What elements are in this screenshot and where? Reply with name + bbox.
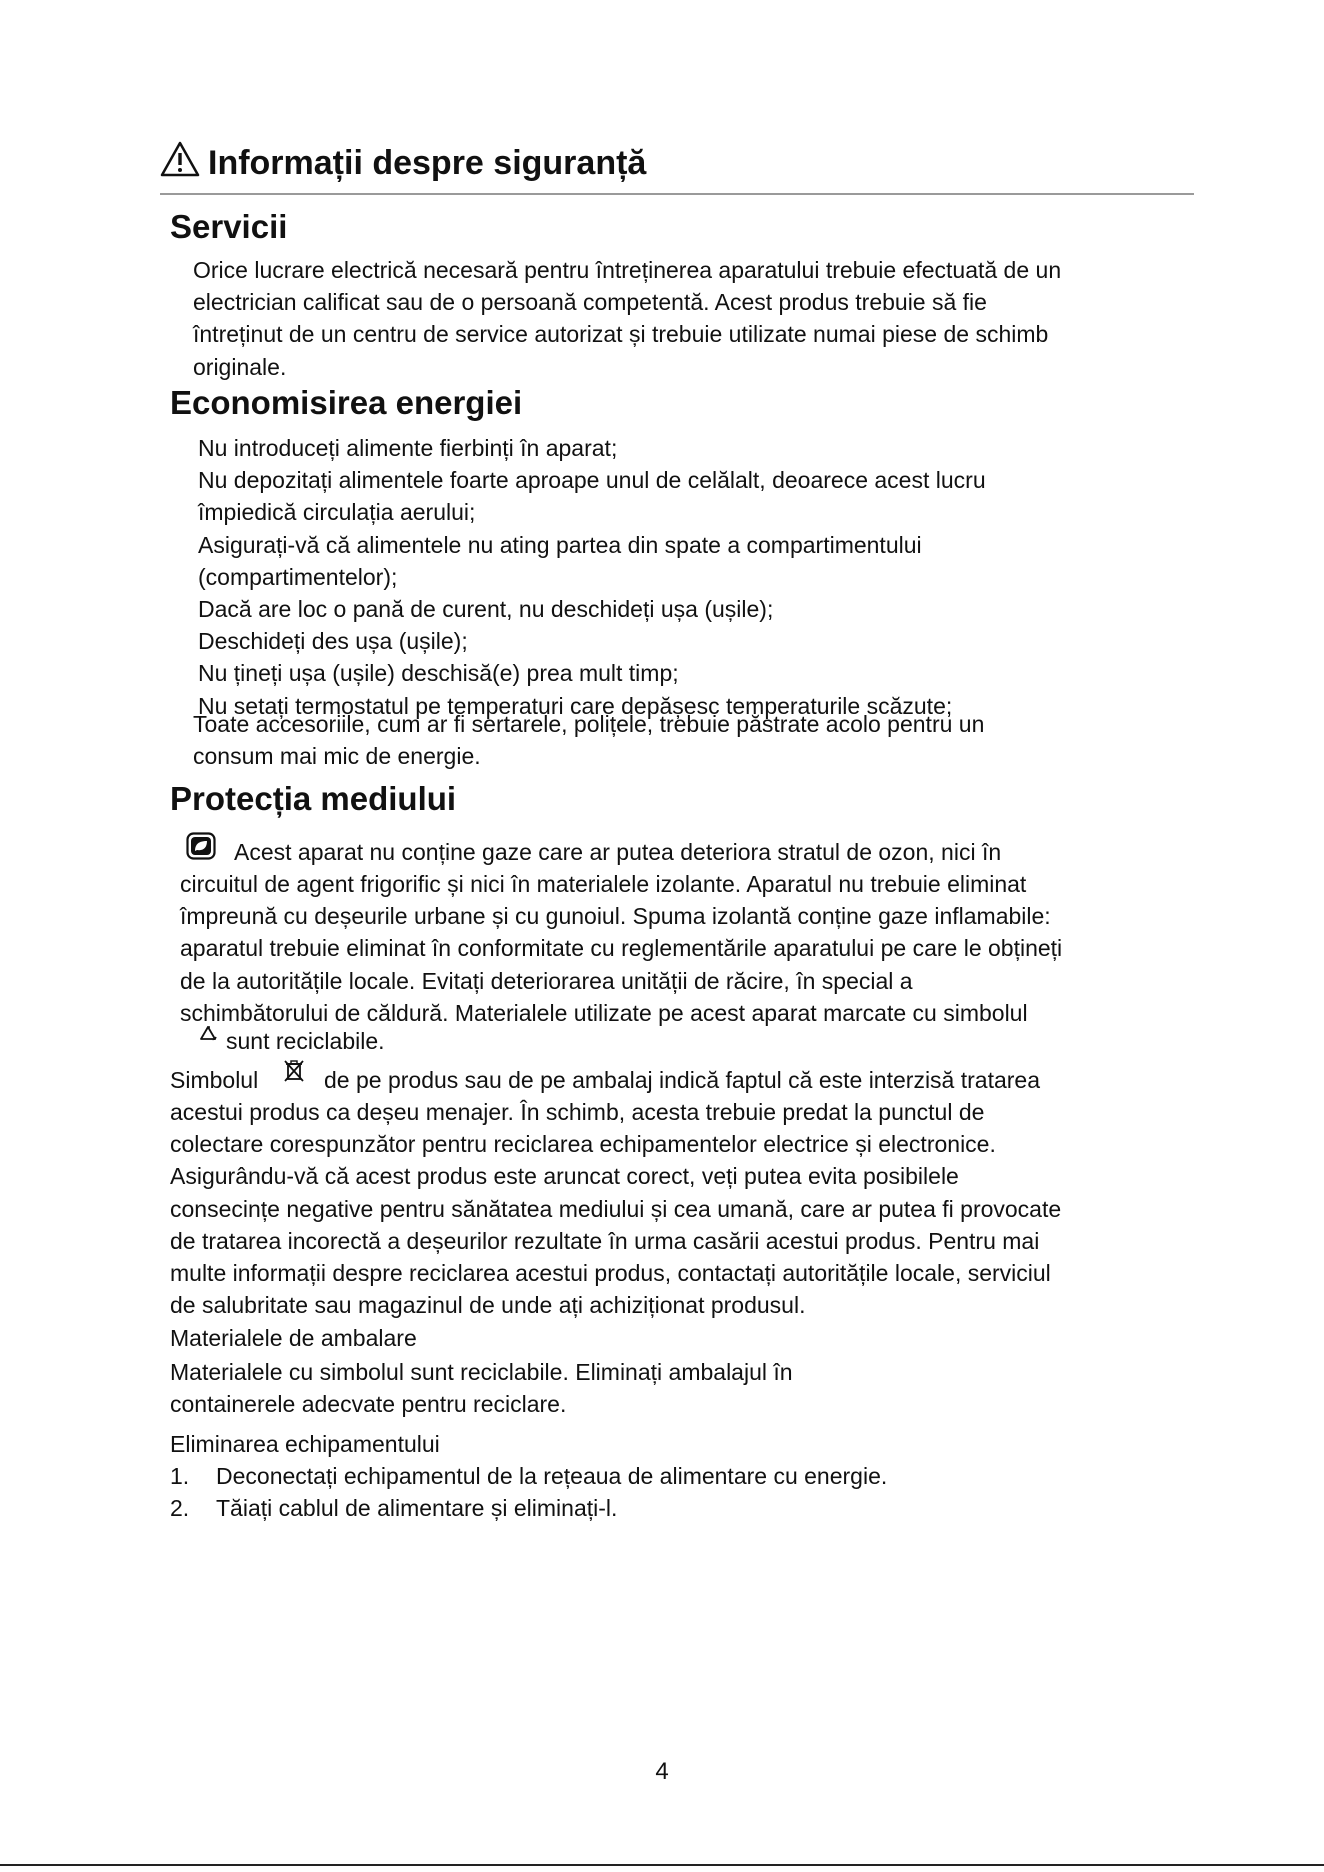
- page-title-text: Informații despre siguranță: [208, 144, 647, 182]
- mediu-line-1: Acest aparat nu conține gaze care ar putea deteriora stratul de ozon, nici în: [234, 839, 1002, 865]
- text-line: Materialele cu simbolul sunt reciclabile. Eliminați ambalajul în: [170, 1359, 793, 1385]
- text-line: Asigurându-vă că acest produs este aruncat corect, veți putea evita posibilele: [170, 1163, 959, 1190]
- list-item-text: Tăiați cablul de alimentare și eliminați-l.: [216, 1495, 618, 1522]
- list-item-number: 1.: [170, 1463, 190, 1489]
- weee-paragraph: [170, 1096, 1061, 1321]
- text-line: aparatul trebuie eliminat în conformitate cu reglementările aparatului pe care le obțineți: [180, 935, 1063, 962]
- page-number: 4: [655, 1758, 669, 1785]
- section-heading-energie: Economisirea energiei: [170, 384, 523, 421]
- text-line: Orice lucrare electrică necesară pentru întreținerea aparatului trebuie efectuată de un: [193, 257, 1062, 283]
- mediu-paragraph: [180, 868, 1062, 1029]
- text-line: de tratarea incorectă a deșeurilor rezultate în urma casării acestui produs. Pentru mai: [170, 1227, 1040, 1254]
- simbolul-pre: Simbolul: [170, 1067, 259, 1093]
- text-line: împiedică circulația aerului;: [198, 499, 476, 526]
- text-line: de salubritate sau magazinul de unde ați achiziționat produsul.: [170, 1292, 806, 1319]
- text-line: Nu setați termostatul pe temperaturi care depășesc temperaturile scăzute;: [198, 692, 953, 719]
- recycle-text: sunt reciclabile.: [226, 1028, 385, 1054]
- text-line: circuitul de agent frigorific și nici în materialele izolante. Aparatul nu trebuie eliminat: [180, 871, 1027, 897]
- title-divider: [160, 193, 1194, 195]
- text-line: Asigurați-vă că alimentele nu ating partea din spate a compartimentului: [198, 531, 922, 558]
- text-line: Toate accesoriile, cum ar fi sertarele, polițele, trebuie păstrate acolo pentru un: [193, 711, 985, 737]
- text-line: Deschideți des ușa (ușile);: [198, 628, 468, 655]
- text-line: schimbătorului de căldură. Materialele utilizate pe acest aparat marcate cu simbolul: [180, 999, 1028, 1026]
- text-line: întreținut de un centru de service autorizat și trebuie utilizate numai piese de schimb: [193, 321, 1049, 348]
- text-line: împreună cu deșeurile urbane și cu gunoiul. Spuma izolantă conține gaze inflamabile:: [180, 903, 1051, 930]
- text-line: multe informații despre reciclarea acestui produs, contactați autoritățile locale, serviciul: [170, 1260, 1051, 1287]
- bottom-divider: [0, 1864, 1324, 1866]
- ambalare-paragraph: [170, 1356, 793, 1420]
- list-item: [170, 1460, 887, 1492]
- text-line: acestui produs ca deșeu menajer. În schimb, acesta trebuie predat la punctul de: [170, 1099, 985, 1125]
- text-line: Nu introduceți alimente fierbinți în aparat;: [198, 435, 618, 461]
- text-line: Nu depozitați alimentele foarte aproape unul de celălalt, deoarece acest lucru: [198, 467, 986, 494]
- text-line: electrician calificat sau de o persoană competentă. Acest produs trebuie să fie: [193, 289, 987, 316]
- text-line: Dacă are loc o pană de curent, nu deschideți ușa (ușile);: [198, 596, 774, 623]
- eco-gas-icon: [186, 832, 216, 865]
- energie-list: [198, 432, 986, 722]
- list-item-number: 2.: [170, 1495, 190, 1522]
- eliminare-list: [170, 1460, 887, 1524]
- text-line: (compartimentelor);: [198, 563, 398, 590]
- text-line: de la autoritățile locale. Evitați deteriorarea unității de răcire, în special a: [180, 967, 913, 994]
- energie-extra-paragraph: [193, 708, 984, 772]
- servicii-paragraph: [193, 254, 1061, 383]
- eliminare-heading: Eliminarea echipamentului: [170, 1431, 440, 1457]
- text-line: Nu țineți ușa (ușile) deschisă(e) prea mult timp;: [198, 660, 679, 687]
- warning-triangle-icon: [160, 140, 200, 187]
- recycle-icon: [197, 1024, 219, 1051]
- text-line: consecințe negative pentru sănătatea mediului și cea umană, care ar putea fi provocate: [170, 1195, 1062, 1222]
- text-line: containerele adecvate pentru reciclare.: [170, 1391, 567, 1418]
- crossed-bin-icon: [282, 1058, 306, 1089]
- section-heading-servicii: Servicii: [170, 208, 288, 245]
- text-line: colectare corespunzător pentru reciclarea echipamentelor electrice și electronice.: [170, 1131, 996, 1158]
- simbolul-post: de pe produs sau de pe ambalaj indică faptul că este interzisă tratarea: [324, 1067, 1040, 1093]
- list-item: [170, 1492, 887, 1524]
- text-line: originale.: [193, 353, 287, 380]
- section-heading-mediu: Protecția mediului: [170, 780, 457, 817]
- ambalare-heading: Materialele de ambalare: [170, 1325, 417, 1351]
- page-title: [160, 140, 646, 187]
- list-item-text: Deconectați echipamentul de la rețeaua de alimentare cu energie.: [216, 1463, 888, 1489]
- text-line: consum mai mic de energie.: [193, 743, 481, 770]
